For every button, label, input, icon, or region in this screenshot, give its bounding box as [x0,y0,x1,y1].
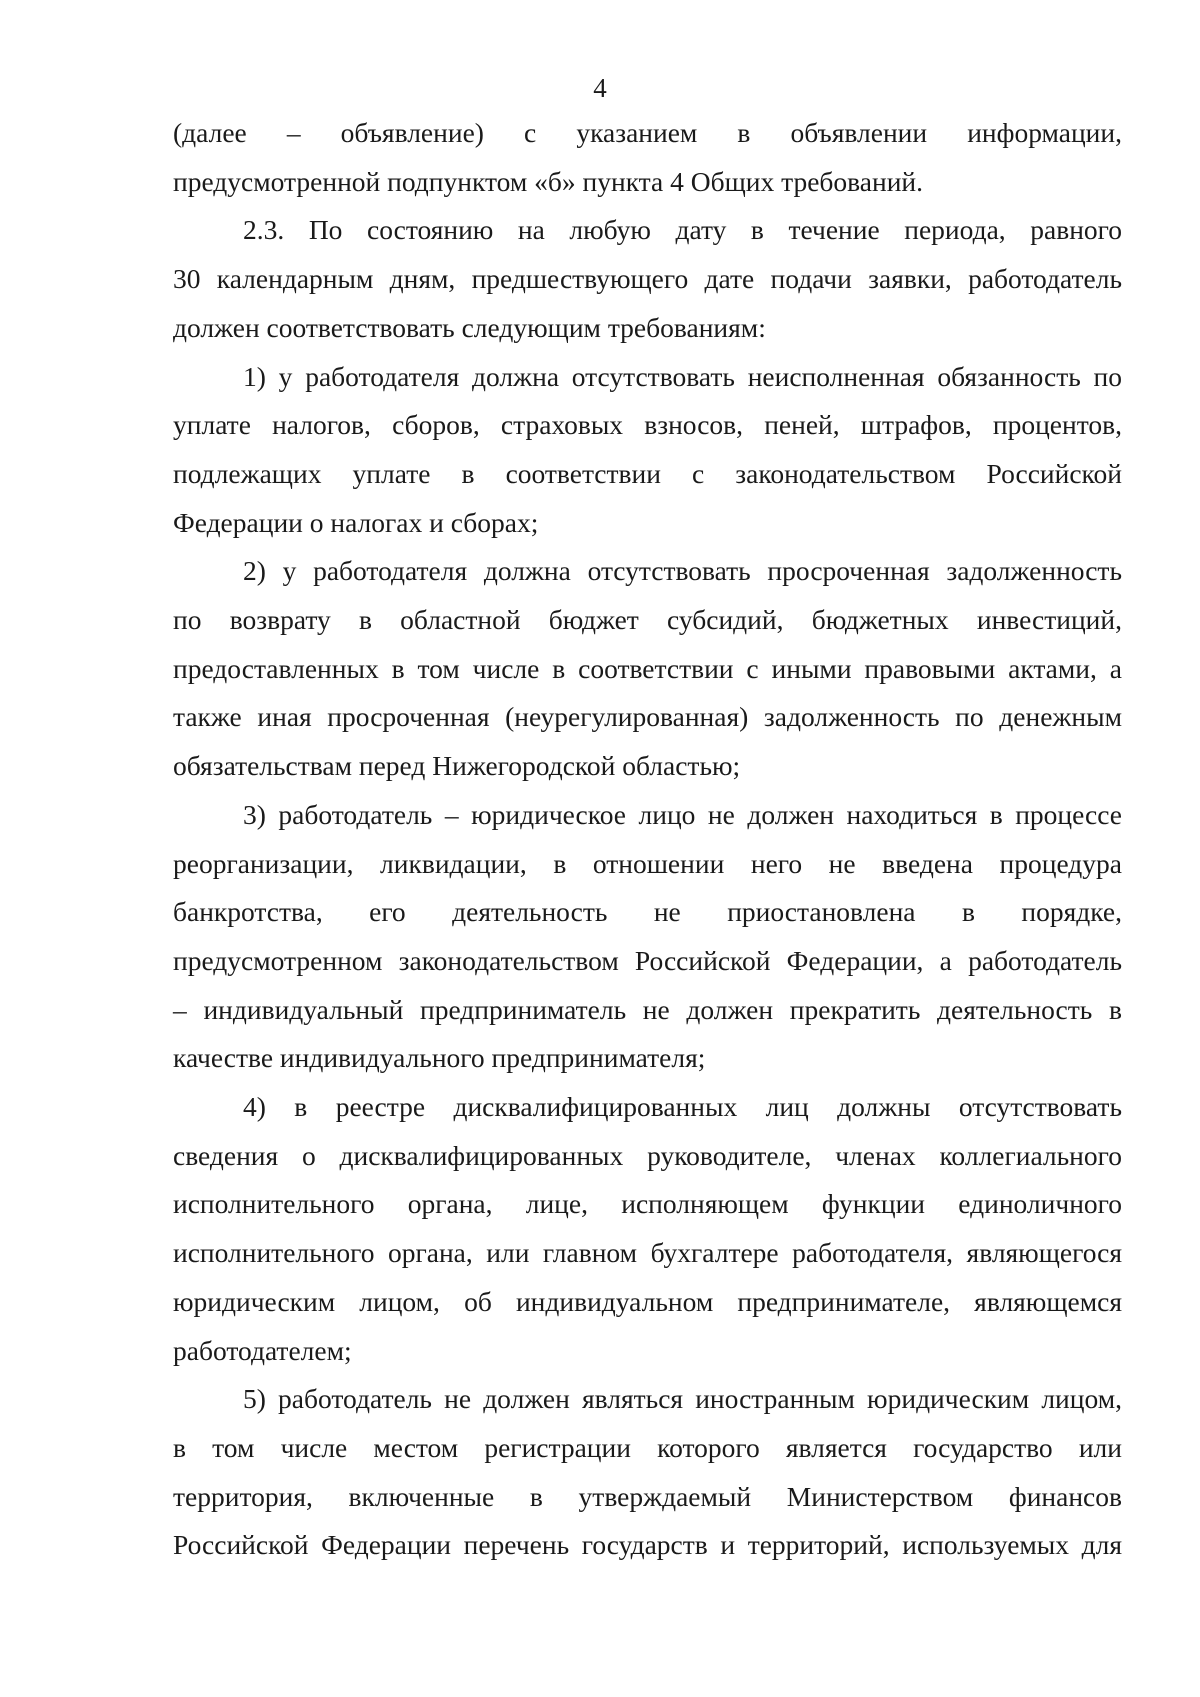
text-line: по возврату в областной бюджет субсидий, бюджетных инвестиций, [173,604,1122,636]
text-line: – индивидуальный предприниматель не должен прекратить деятельность в [173,993,1122,1025]
text-line: 2.3. По состоянию на любую дату в течение периода, равного [243,214,1122,246]
text-line: территория, включенные в утверждаемый Министерством финансов [173,1480,1122,1512]
text-line: предоставленных в том числе в соответствии с иными правовыми актами, а [173,652,1122,684]
text-line: исполнительного органа, лице, исполняющем функции единоличного [173,1188,1122,1220]
text-line: также иная просроченная (неурегулированная) задолженность по денежным [173,701,1122,733]
text-line: работодателем; [173,1334,352,1366]
text-line: Федерации о налогах и сборах; [173,506,539,538]
text-line: 1) у работодателя должна отсутствовать неисполненная обязанность по [243,360,1122,392]
text-line: 3) работодатель – юридическое лицо не должен находиться в процессе [243,798,1122,830]
list-item-5 [173,1375,1122,1570]
text-line: реорганизации, ликвидации, в отношении него не введена процедура [173,847,1122,879]
text-line: юридическим лицом, об индивидуальном предпринимателе, являющемся [173,1285,1122,1317]
text-line: подлежащих уплате в соответствии с законодательством Российской [173,457,1122,489]
paragraph-continuation [173,109,1122,206]
text-line: (далее – объявление) с указанием в объявлении информации, [173,117,1122,148]
paragraph-2-3 [173,206,1122,352]
list-item-1 [173,353,1122,548]
text-line: 2) у работодателя должна отсутствовать просроченная задолженность [243,555,1122,587]
text-line: банкротства, его деятельность не приостановлена в порядке, [173,896,1122,928]
list-item-4 [173,1083,1122,1375]
text-line: исполнительного органа, или главном бухгалтере работодателя, являющегося [173,1237,1122,1269]
text-line: Российской Федерации перечень государств и территорий, используемых для [173,1529,1122,1561]
text-line: уплате налогов, сборов, страховых взносов, пеней, штрафов, процентов, [173,409,1122,441]
list-item-2 [173,547,1122,791]
text-line: сведения о дисквалифицированных руководителе, членах коллегиального [173,1139,1122,1171]
text-line: должен соответствовать следующим требованиям: [173,311,766,343]
document-body [173,109,1122,1570]
text-line: 5) работодатель не должен являться иностранным юридическим лицом, [243,1383,1122,1415]
text-line: качестве индивидуального предпринимателя; [173,1042,706,1074]
text-line: 4) в реестре дисквалифицированных лиц должны отсутствовать [243,1091,1122,1123]
text-line: 30 календарным дням, предшествующего дате подачи заявки, работодатель [173,263,1122,295]
text-line: предусмотренной подпунктом «б» пункта 4 Общих требований. [173,165,924,197]
text-line: в том числе местом регистрации которого является государство или [173,1431,1122,1463]
list-item-3 [173,791,1122,1083]
page-number: 4 [593,73,607,103]
text-line: обязательствам перед Нижегородской областью; [173,750,741,782]
text-line: предусмотренном законодательством Российской Федерации, а работодатель [173,944,1122,976]
